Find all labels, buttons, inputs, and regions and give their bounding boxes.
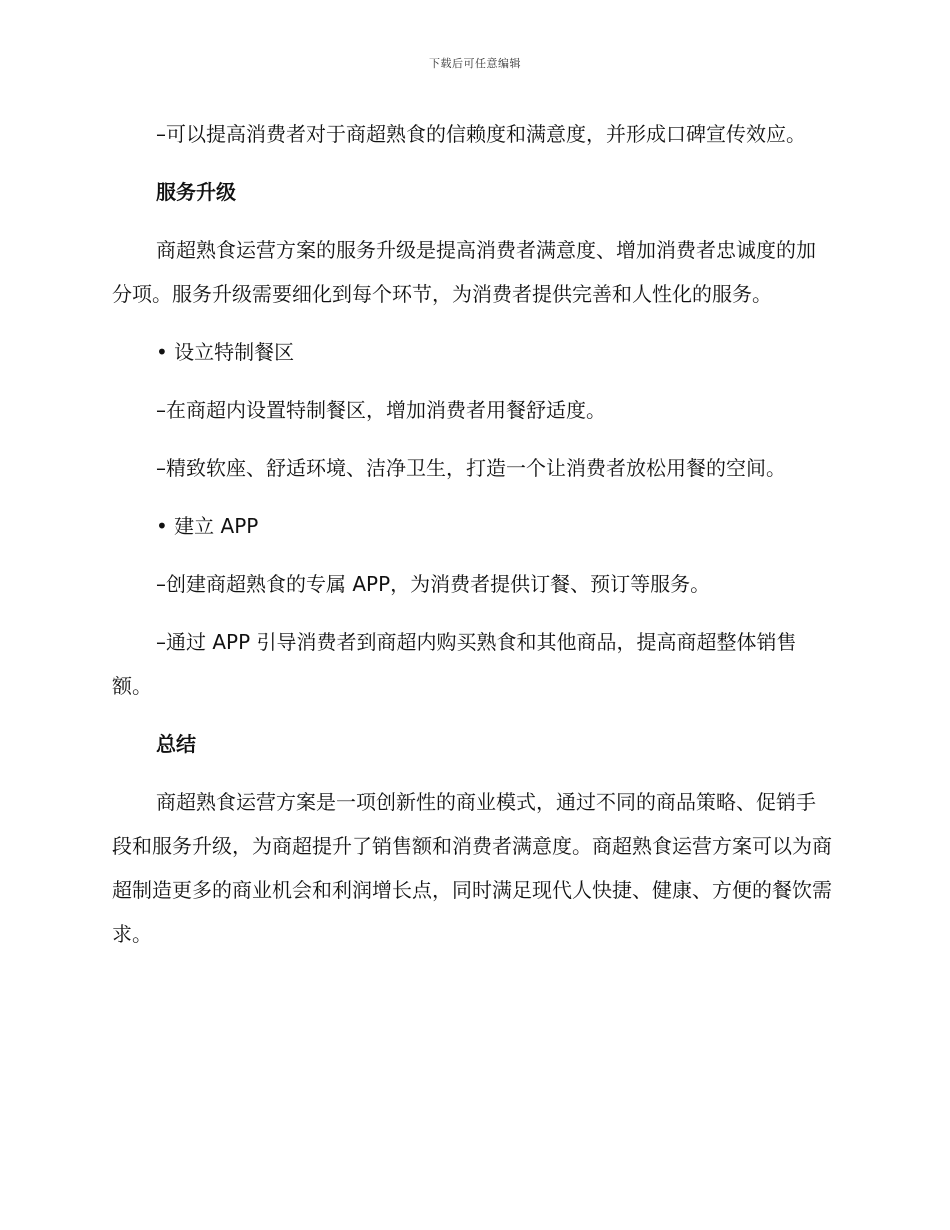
paragraph-service-upgrade: 商超熟食运营方案的服务升级是提高消费者满意度、增加消费者忠诚度的加分项。服务升级需要细化到每个环节，为消费者提供完善和人性化的服务。 <box>112 238 816 306</box>
paragraph-app-guide: –通过 APP 引导消费者到商超内购买熟食和其他商品，提高商超整体销售额。 <box>112 630 797 698</box>
paragraph-app-services: –创建商超熟食的专属 APP，为消费者提供订餐、预订等服务。 <box>156 572 711 596</box>
document-body <box>112 112 832 956</box>
bullet-special-dining-area: • 设立特制餐区 <box>156 340 295 364</box>
paragraph-dining-area-comfort: –精致软座、舒适环境、洁净卫生，打造一个让消费者放松用餐的空间。 <box>156 456 786 480</box>
paragraph-summary: 商超熟食运营方案是一项创新性的商业模式，通过不同的商品策略、促销手段和服务升级，为商超提升了销售额和消费者满意度。商超熟食运营方案可以为商超制造更多的商业机会和利润增长点，同时满足现代人快捷、健康、方便的餐饮需求。 <box>112 790 832 946</box>
bullet-build-app: • 建立 APP <box>156 514 259 538</box>
heading-service-upgrade: 服务升级 <box>156 180 236 204</box>
paragraph-reputation: –可以提高消费者对于商超熟食的信赖度和满意度，并形成口碑宣传效应。 <box>156 122 806 146</box>
paragraph-dining-area-setup: –在商超内设置特制餐区，增加消费者用餐舒适度。 <box>156 398 606 422</box>
heading-summary: 总结 <box>156 732 196 756</box>
page-header-note: 下载后可任意编辑 <box>429 57 521 70</box>
